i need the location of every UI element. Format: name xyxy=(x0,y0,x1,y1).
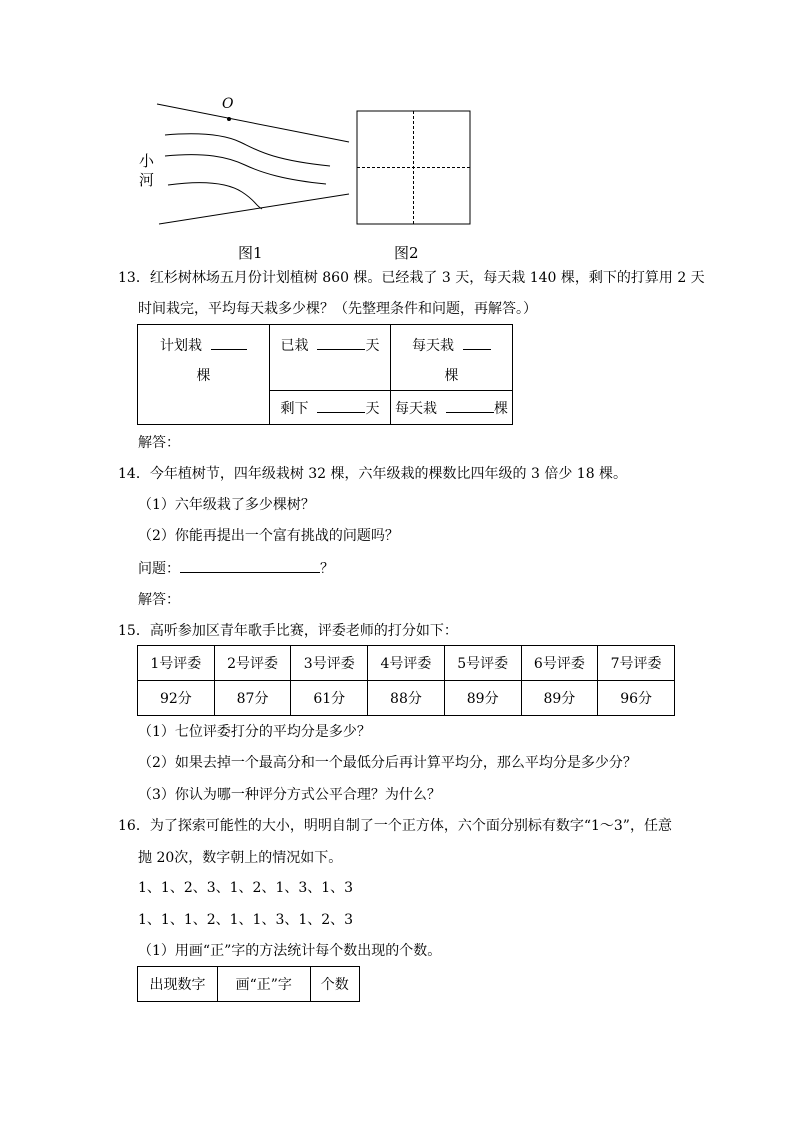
q16-text-line2: 抛 20次，数字朝上的情况如下。 xyxy=(138,850,343,866)
q16-tally-table xyxy=(137,966,360,1002)
q16-text-line1: 16．为了探索可能性的大小，明明自制了一个正方体，六个面分别标有数字“1～3”，任意 xyxy=(118,818,672,834)
q15-score-cell: 96分 xyxy=(598,681,675,716)
q14-question-label: 问题： xyxy=(138,561,180,577)
q16-sub1: （1）用画“正”字的方法统计每个数出现的个数。 xyxy=(138,943,442,959)
q13-done-unit: 天 xyxy=(365,338,380,354)
river-label-1: 小 xyxy=(139,152,155,170)
q15-score-cell: 92分 xyxy=(138,681,215,716)
q14-answer-label: 解答： xyxy=(138,592,180,608)
q13-condition-table xyxy=(137,324,513,425)
q15-judge-cell: 6号评委 xyxy=(521,646,598,681)
q14-question-blank[interactable] xyxy=(180,558,320,573)
fig1-lower-road-line xyxy=(159,194,349,224)
q15-score-cell: 61分 xyxy=(291,681,368,716)
q14-sub1: （1）六年级栽了多少棵树？ xyxy=(138,497,315,513)
q13-answer-label: 解答： xyxy=(138,435,180,451)
q13-daily-label: 每天栽 xyxy=(412,338,455,354)
q14-text-line1: 14．今年植树节，四年级栽树 32 棵，六年级栽的棵数比四年级的 3 倍少 18 棵。 xyxy=(118,466,628,482)
q15-text-line1: 15．高听参加区青年歌手比赛，评委老师的打分如下： xyxy=(118,623,458,639)
q13-daily-unit: 棵 xyxy=(444,368,459,384)
q15-judge-cell: 1号评委 xyxy=(138,646,215,681)
q13-text-line1: 13．红杉树林场五月份计划植树 860 棵。已经栽了 3 天，每天栽 140 棵，剩下的打算用 2 天 xyxy=(118,270,705,286)
q15-judge-cell: 4号评委 xyxy=(368,646,445,681)
q15-score-cell: 88分 xyxy=(368,681,445,716)
fig1-river-bank-2 xyxy=(165,155,326,184)
q14-sub2: （2）你能再提出一个富有挑战的问题吗？ xyxy=(138,528,399,544)
q14-question-end: ？ xyxy=(320,561,334,577)
q15-score-cell: 89分 xyxy=(444,681,521,716)
q15-score-table xyxy=(137,645,675,716)
fig1-river-bank-3 xyxy=(168,183,262,209)
q15-sub3: （3）你认为哪一种评分方式公平合理？为什么？ xyxy=(138,787,441,803)
q13-daily2-blank[interactable] xyxy=(446,398,494,413)
q13-plan-label: 计划栽 xyxy=(160,338,203,354)
figure-diagrams xyxy=(0,0,794,270)
point-o-marker xyxy=(227,117,231,121)
q13-left-label: 剩下 xyxy=(280,400,309,417)
q13-done-blank[interactable] xyxy=(317,335,365,350)
q15-sub1: （1）七位评委打分的平均分是多少？ xyxy=(138,724,371,740)
q16-sequence-1: 1、1、2、3、1、2、1、3、1、3 xyxy=(138,880,354,896)
q13-done-label: 已栽 xyxy=(280,338,309,354)
river-label-2: 河 xyxy=(139,171,155,189)
q15-judge-cell: 5号评委 xyxy=(444,646,521,681)
q13-daily2-label: 每天栽 xyxy=(395,400,438,417)
fig2-caption: 图2 xyxy=(394,244,419,262)
q13-text-line2: 时间栽完，平均每天栽多少棵？（先整理条件和问题，再解答。） xyxy=(138,301,537,317)
q13-left-blank[interactable] xyxy=(317,398,365,413)
q15-sub2: （2）如果去掉一个最高分和一个最低分后再计算平均分，那么平均分是多少分？ xyxy=(138,755,637,771)
point-o-label: O xyxy=(222,96,234,112)
fig1-caption: 图1 xyxy=(238,244,263,262)
q15-judge-cell: 7号评委 xyxy=(598,646,675,681)
q13-plan-unit: 棵 xyxy=(196,368,211,384)
q14-question-row xyxy=(138,558,334,579)
q15-judge-cell: 3号评委 xyxy=(291,646,368,681)
q15-score-cell: 89分 xyxy=(521,681,598,716)
q15-judge-cell: 2号评委 xyxy=(214,646,291,681)
q16-header-cell: 画“正”字 xyxy=(218,967,310,1002)
fig1-river-bank-1 xyxy=(165,134,330,166)
q16-header-cell: 个数 xyxy=(310,967,360,1002)
q13-left-unit: 天 xyxy=(365,400,380,417)
q16-sequence-2: 1、1、1、2、1、1、3、1、2、3 xyxy=(138,912,354,928)
q13-plan-blank[interactable] xyxy=(211,335,247,350)
q13-daily-blank[interactable] xyxy=(463,335,491,350)
fig1-upper-road-line xyxy=(157,104,349,142)
q13-daily2-unit: 棵 xyxy=(493,400,508,417)
q16-header-cell: 出现数字 xyxy=(138,967,218,1002)
q15-score-cell: 87分 xyxy=(214,681,291,716)
